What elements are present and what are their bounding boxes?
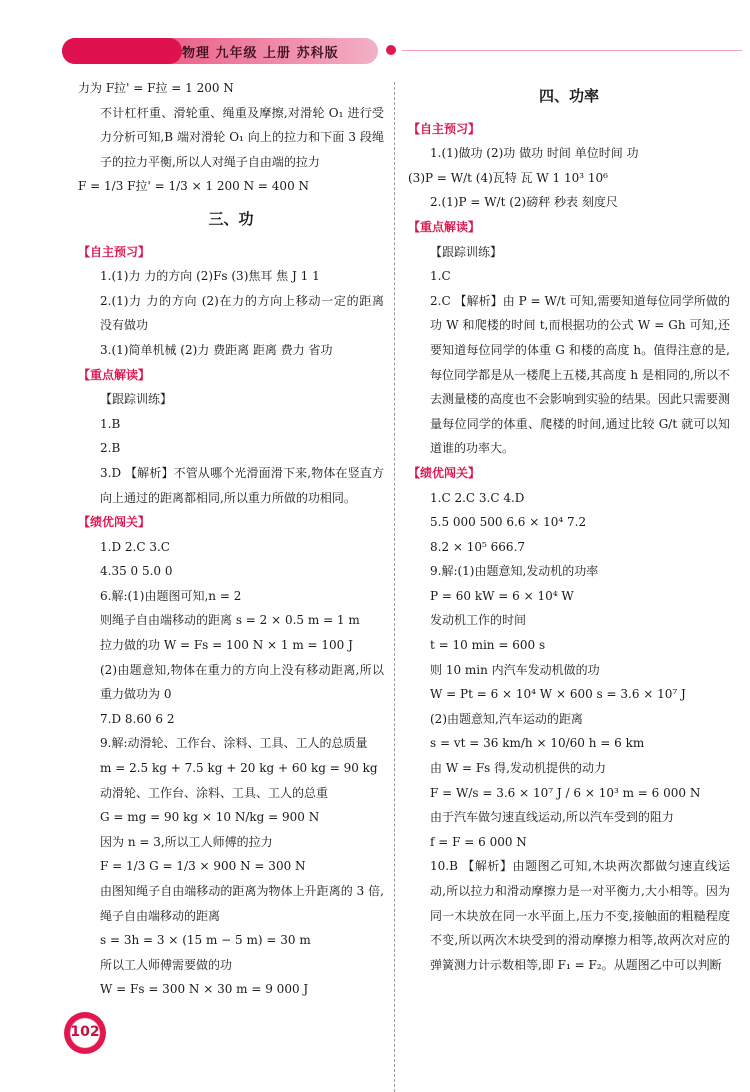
header-dot: [386, 45, 396, 55]
answer-line: F = 1/3 F拉' = 1/3 × 1 200 N = 400 N: [78, 179, 310, 194]
answer-line: 则 10 min 内汽车发动机做的功: [430, 662, 600, 677]
answer-line: F = 1/3 G = 1/3 × 900 N = 300 N: [100, 859, 306, 874]
answer-line: 1.C: [430, 269, 451, 284]
answer-line: 1.(1)做功 (2)功 做功 时间 单位时间 功: [430, 146, 639, 161]
answer-line: 10.B 【解析】由题图乙可知,木块两次都做匀速直线运动,所以拉力和滑动摩擦力是一对平衡力,大小相等。因为同一木块放在同一水平面上,压力不变,接触面的粗糙程度不变,所以两次木块受到的滑动摩擦力相等,故两次对应的弹簧测力计示数相等,即 F₁ = F₂。从题图乙中可以判断: [430, 859, 730, 972]
section-tag: 【绩优闯关】: [78, 515, 151, 530]
section-tag: 【重点解读】: [408, 219, 481, 234]
section-tag: 【自主预习】: [78, 244, 151, 259]
answer-line: W = Pt = 6 × 10⁴ W × 600 s = 3.6 × 10⁷ J: [430, 687, 686, 702]
answer-line: 9.解:(1)由题意知,发动机的功率: [430, 564, 599, 579]
answer-line: 由 W = Fs 得,发动机提供的动力: [430, 761, 606, 776]
answer-line: 2.(1)P = W/t (2)磅秤 秒表 刻度尺: [430, 195, 618, 210]
answer-line: 5.5 000 500 6.6 × 10⁴ 7.2: [430, 515, 587, 530]
page-header: [62, 38, 378, 64]
section-tag: 【自主预习】: [408, 121, 481, 136]
answer-line: 1.B: [100, 416, 121, 431]
right-column: [408, 76, 730, 977]
answer-line: (3)P = W/t (4)瓦特 瓦 W 1 10³ 10⁶: [408, 170, 608, 185]
header-banner-accent: [62, 38, 182, 64]
answer-line: 3.(1)简单机械 (2)力 费距离 距离 费力 省功: [100, 342, 333, 357]
answer-line: 由图知绳子自由端移动的距离为物体上升距离的 3 倍,绳子自由端移动的距离: [100, 884, 384, 923]
answer-line: 【跟踪训练】: [100, 392, 173, 407]
column-divider: [394, 82, 395, 1092]
answer-line: 动滑轮、工作台、涂料、工具、工人的总重: [100, 785, 329, 800]
answer-line: (2)由题意知,物体在重力的方向上没有移动距离,所以重力做功为 0: [100, 662, 384, 702]
answer-line: 则绳子自由端移动的距离 s = 2 × 0.5 m = 1 m: [100, 613, 360, 628]
answer-line: s = 3h = 3 × (15 m − 5 m) = 30 m: [100, 933, 311, 948]
page-number: 102: [70, 1024, 100, 1040]
answer-line: 9.解:动滑轮、工作台、涂料、工具、工人的总质量: [100, 736, 368, 751]
answer-line: 发动机工作的时间: [430, 613, 527, 628]
answer-line: 2.C 【解析】由 P = W/t 可知,需要知道每位同学所做的功 W 和爬楼的时间 t,而根据功的公式 W = Gh 可知,还要知道每位同学的体重 G 和楼的高度 h。值得注意的是,每位同学都是从一楼爬上五楼,其高度 h 是相同的,所以不去测量楼的高度也不会影响到实验的结果。因此只需要测量每位同学的体重、爬楼的时间,通过比较 G/t 就可以知道谁的功率大。: [430, 293, 731, 456]
answer-line: 拉力做的功 W = Fs = 100 N × 1 m = 100 J: [100, 638, 353, 653]
answer-line: 【跟踪训练】: [430, 244, 503, 259]
answer-line: 力为 F拉' = F拉 = 1 200 N: [78, 81, 234, 95]
answer-line: W = Fs = 300 N × 30 m = 9 000 J: [100, 982, 309, 997]
page-number-badge: [64, 1012, 106, 1054]
answer-line: 6.解:(1)由题图可知,n = 2: [100, 588, 242, 603]
answer-line: f = F = 6 000 N: [430, 834, 527, 849]
left-column: [78, 76, 384, 1002]
answer-line: t = 10 min = 600 s: [430, 638, 546, 653]
answer-line: 1.(1)力 力的方向 (2)Fs (3)焦耳 焦 J 1 1: [100, 269, 320, 284]
answer-line: 不计杠杆重、滑轮重、绳重及摩擦,对滑轮 O₁ 进行受力分析可知,B 端对滑轮 O₁ 向上的拉力和下面 3 段绳子的拉力平衡,所以人对绳子自由端的拉力: [100, 105, 384, 169]
answer-line: 7.D 8.60 6 2: [100, 711, 175, 726]
section-title: 四、功率: [538, 87, 599, 105]
answer-line: 4.35 0 5.0 0: [100, 564, 173, 579]
section-title: 三、功: [208, 209, 254, 228]
header-rule: [402, 50, 742, 51]
answer-line: 因为 n = 3,所以工人师傅的拉力: [100, 834, 273, 849]
answer-line: 2.B: [100, 441, 121, 456]
answer-line: G = mg = 90 kg × 10 N/kg = 900 N: [100, 810, 320, 825]
answer-line: 由于汽车做匀速直线运动,所以汽车受到的阻力: [430, 810, 674, 825]
answer-line: s = vt = 36 km/h × 10/60 h = 6 km: [430, 736, 645, 751]
header-text: 物理 九年级 上册 苏科版: [182, 46, 339, 61]
answer-line: F = W/s = 3.6 × 10⁷ J / 6 × 10³ m = 6 000 N: [430, 785, 701, 800]
answer-line: m = 2.5 kg + 7.5 kg + 20 kg + 60 kg = 90 kg: [100, 761, 378, 776]
answer-line: 1.C 2.C 3.C 4.D: [430, 490, 525, 505]
answer-line: 3.D 【解析】不管从哪个光滑面滑下来,物体在竖直方向上通过的距离都相同,所以重力所做的功相同。: [100, 465, 384, 505]
section-tag: 【重点解读】: [78, 367, 151, 382]
answer-line: P = 60 kW = 6 × 10⁴ W: [430, 588, 574, 603]
answer-line: 1.D 2.C 3.C: [100, 539, 170, 554]
answer-line: 所以工人师傅需要做的功: [100, 957, 233, 972]
answer-line: (2)由题意知,汽车运动的距离: [430, 711, 583, 726]
answer-line: 2.(1)力 力的方向 (2)在力的方向上移动一定的距离 没有做功: [100, 293, 384, 333]
section-tag: 【绩优闯关】: [408, 465, 481, 480]
answer-line: 8.2 × 10⁵ 666.7: [430, 539, 526, 554]
